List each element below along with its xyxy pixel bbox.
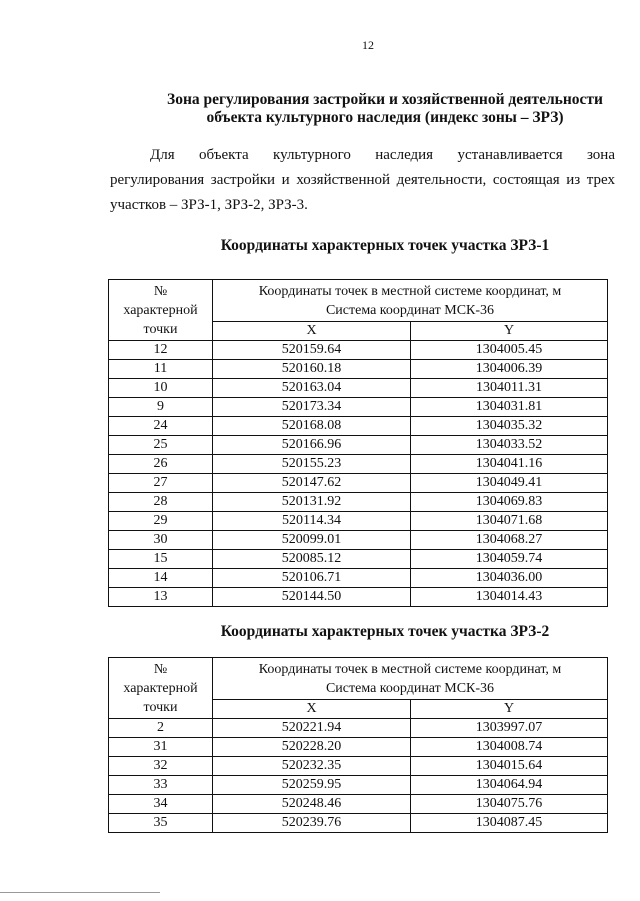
header-coordinates-line: Координаты точек в местной системе координат, м bbox=[258, 661, 562, 677]
cell-point-number: 24 bbox=[109, 417, 213, 436]
table-row bbox=[109, 360, 608, 379]
cell-coord-y: 1304075.76 bbox=[411, 795, 608, 814]
cell-point-number: 2 bbox=[109, 719, 213, 738]
section-heading-line-2: объекта культурного наследия (индекс зоны – ЗРЗ) bbox=[206, 109, 564, 126]
cell-coord-y: 1304014.43 bbox=[411, 588, 608, 607]
page-number: 12 bbox=[362, 38, 374, 52]
cell-coord-y: 1303997.07 bbox=[411, 719, 608, 738]
cell-coord-y: 1304011.31 bbox=[411, 379, 608, 398]
cell-point-number: 28 bbox=[109, 493, 213, 512]
cell-point-number: 15 bbox=[109, 550, 213, 569]
header-point-line: точки bbox=[143, 699, 178, 715]
table-row bbox=[109, 455, 608, 474]
cell-point-number: 27 bbox=[109, 474, 213, 493]
cell-coord-x: 520147.62 bbox=[213, 474, 411, 493]
cell-point-number: 30 bbox=[109, 531, 213, 550]
cell-point-number: 11 bbox=[109, 360, 213, 379]
table-row bbox=[109, 512, 608, 531]
cell-coord-x: 520085.12 bbox=[213, 550, 411, 569]
header-point-line: характерной bbox=[123, 302, 198, 318]
cell-coord-y: 1304036.00 bbox=[411, 569, 608, 588]
cell-coord-x: 520144.50 bbox=[213, 588, 411, 607]
cell-coord-x: 520248.46 bbox=[213, 795, 411, 814]
table-row bbox=[109, 569, 608, 588]
table-1-title: Координаты характерных точек участка ЗРЗ-1 bbox=[220, 237, 550, 254]
cell-coord-y: 1304059.74 bbox=[411, 550, 608, 569]
table-row bbox=[109, 379, 608, 398]
table-row bbox=[109, 398, 608, 417]
cell-point-number: 9 bbox=[109, 398, 213, 417]
cell-point-number: 25 bbox=[109, 436, 213, 455]
header-y: Y bbox=[411, 700, 608, 719]
cell-coord-y: 1304041.16 bbox=[411, 455, 608, 474]
cell-point-number: 26 bbox=[109, 455, 213, 474]
table-row bbox=[109, 814, 608, 833]
header-point-line: характерной bbox=[123, 680, 198, 696]
table-2-body bbox=[109, 719, 608, 833]
cell-coord-y: 1304008.74 bbox=[411, 738, 608, 757]
cell-coord-x: 520228.20 bbox=[213, 738, 411, 757]
cell-coord-x: 520106.71 bbox=[213, 569, 411, 588]
header-coordinates-line: Система координат МСК-36 bbox=[325, 680, 495, 696]
header-coordinates-line: Координаты точек в местной системе координат, м bbox=[258, 283, 562, 299]
header-point-number bbox=[109, 280, 213, 341]
table-row bbox=[109, 776, 608, 795]
table-row bbox=[109, 588, 608, 607]
paragraph-line-3: участков – ЗРЗ-1, ЗРЗ-2, ЗРЗ-3. bbox=[110, 197, 308, 213]
table-row bbox=[109, 795, 608, 814]
cell-coord-x: 520114.34 bbox=[213, 512, 411, 531]
cell-point-number: 34 bbox=[109, 795, 213, 814]
cell-coord-x: 520159.64 bbox=[213, 341, 411, 360]
table-row bbox=[109, 341, 608, 360]
table-2-title: Координаты характерных точек участка ЗРЗ-2 bbox=[220, 623, 550, 640]
cell-point-number: 10 bbox=[109, 379, 213, 398]
footnote-rule bbox=[0, 892, 160, 893]
cell-coord-x: 520259.95 bbox=[213, 776, 411, 795]
cell-coord-y: 1304071.68 bbox=[411, 512, 608, 531]
header-coordinates-line: Система координат МСК-36 bbox=[325, 302, 495, 318]
header-coordinates bbox=[213, 280, 608, 322]
cell-coord-x: 520173.34 bbox=[213, 398, 411, 417]
table-row bbox=[109, 474, 608, 493]
cell-coord-y: 1304087.45 bbox=[411, 814, 608, 833]
cell-coord-x: 520168.08 bbox=[213, 417, 411, 436]
table-row bbox=[109, 436, 608, 455]
cell-point-number: 29 bbox=[109, 512, 213, 531]
cell-coord-x: 520163.04 bbox=[213, 379, 411, 398]
table-1-body bbox=[109, 341, 608, 607]
cell-coord-x: 520239.76 bbox=[213, 814, 411, 833]
header-point-line: № bbox=[153, 661, 168, 677]
cell-point-number: 13 bbox=[109, 588, 213, 607]
cell-coord-y: 1304068.27 bbox=[411, 531, 608, 550]
cell-coord-y: 1304005.45 bbox=[411, 341, 608, 360]
header-coordinates bbox=[213, 658, 608, 700]
cell-point-number: 33 bbox=[109, 776, 213, 795]
cell-coord-y: 1304033.52 bbox=[411, 436, 608, 455]
cell-coord-x: 520155.23 bbox=[213, 455, 411, 474]
cell-point-number: 32 bbox=[109, 757, 213, 776]
table-row bbox=[109, 719, 608, 738]
cell-point-number: 12 bbox=[109, 341, 213, 360]
header-x: X bbox=[213, 322, 411, 341]
cell-coord-y: 1304035.32 bbox=[411, 417, 608, 436]
header-point-line: точки bbox=[143, 321, 178, 337]
table-header-row bbox=[109, 280, 608, 322]
cell-point-number: 31 bbox=[109, 738, 213, 757]
table-2 bbox=[108, 657, 608, 833]
cell-coord-x: 520232.35 bbox=[213, 757, 411, 776]
cell-point-number: 14 bbox=[109, 569, 213, 588]
cell-coord-x: 520166.96 bbox=[213, 436, 411, 455]
table-row bbox=[109, 531, 608, 550]
table-header-row bbox=[109, 658, 608, 700]
section-heading-line-1: Зона регулирования застройки и хозяйственной деятельности bbox=[167, 91, 603, 108]
cell-coord-y: 1304049.41 bbox=[411, 474, 608, 493]
table-row bbox=[109, 493, 608, 512]
cell-coord-y: 1304006.39 bbox=[411, 360, 608, 379]
cell-point-number: 35 bbox=[109, 814, 213, 833]
cell-coord-y: 1304069.83 bbox=[411, 493, 608, 512]
table-1 bbox=[108, 279, 608, 607]
table-row bbox=[109, 417, 608, 436]
cell-coord-x: 520221.94 bbox=[213, 719, 411, 738]
cell-coord-x: 520131.92 bbox=[213, 493, 411, 512]
cell-coord-x: 520160.18 bbox=[213, 360, 411, 379]
table-row bbox=[109, 757, 608, 776]
cell-coord-y: 1304064.94 bbox=[411, 776, 608, 795]
table-row bbox=[109, 738, 608, 757]
paragraph-line-1: Для объекта культурного наследия устанавливается зона bbox=[150, 147, 615, 163]
header-point-number bbox=[109, 658, 213, 719]
cell-coord-y: 1304031.81 bbox=[411, 398, 608, 417]
header-y: Y bbox=[411, 322, 608, 341]
header-x: X bbox=[213, 700, 411, 719]
paragraph-line-2: регулирования застройки и хозяйственной деятельности, состоящая из трех bbox=[110, 172, 615, 188]
table-row bbox=[109, 550, 608, 569]
cell-coord-y: 1304015.64 bbox=[411, 757, 608, 776]
header-point-line: № bbox=[153, 283, 168, 299]
cell-coord-x: 520099.01 bbox=[213, 531, 411, 550]
